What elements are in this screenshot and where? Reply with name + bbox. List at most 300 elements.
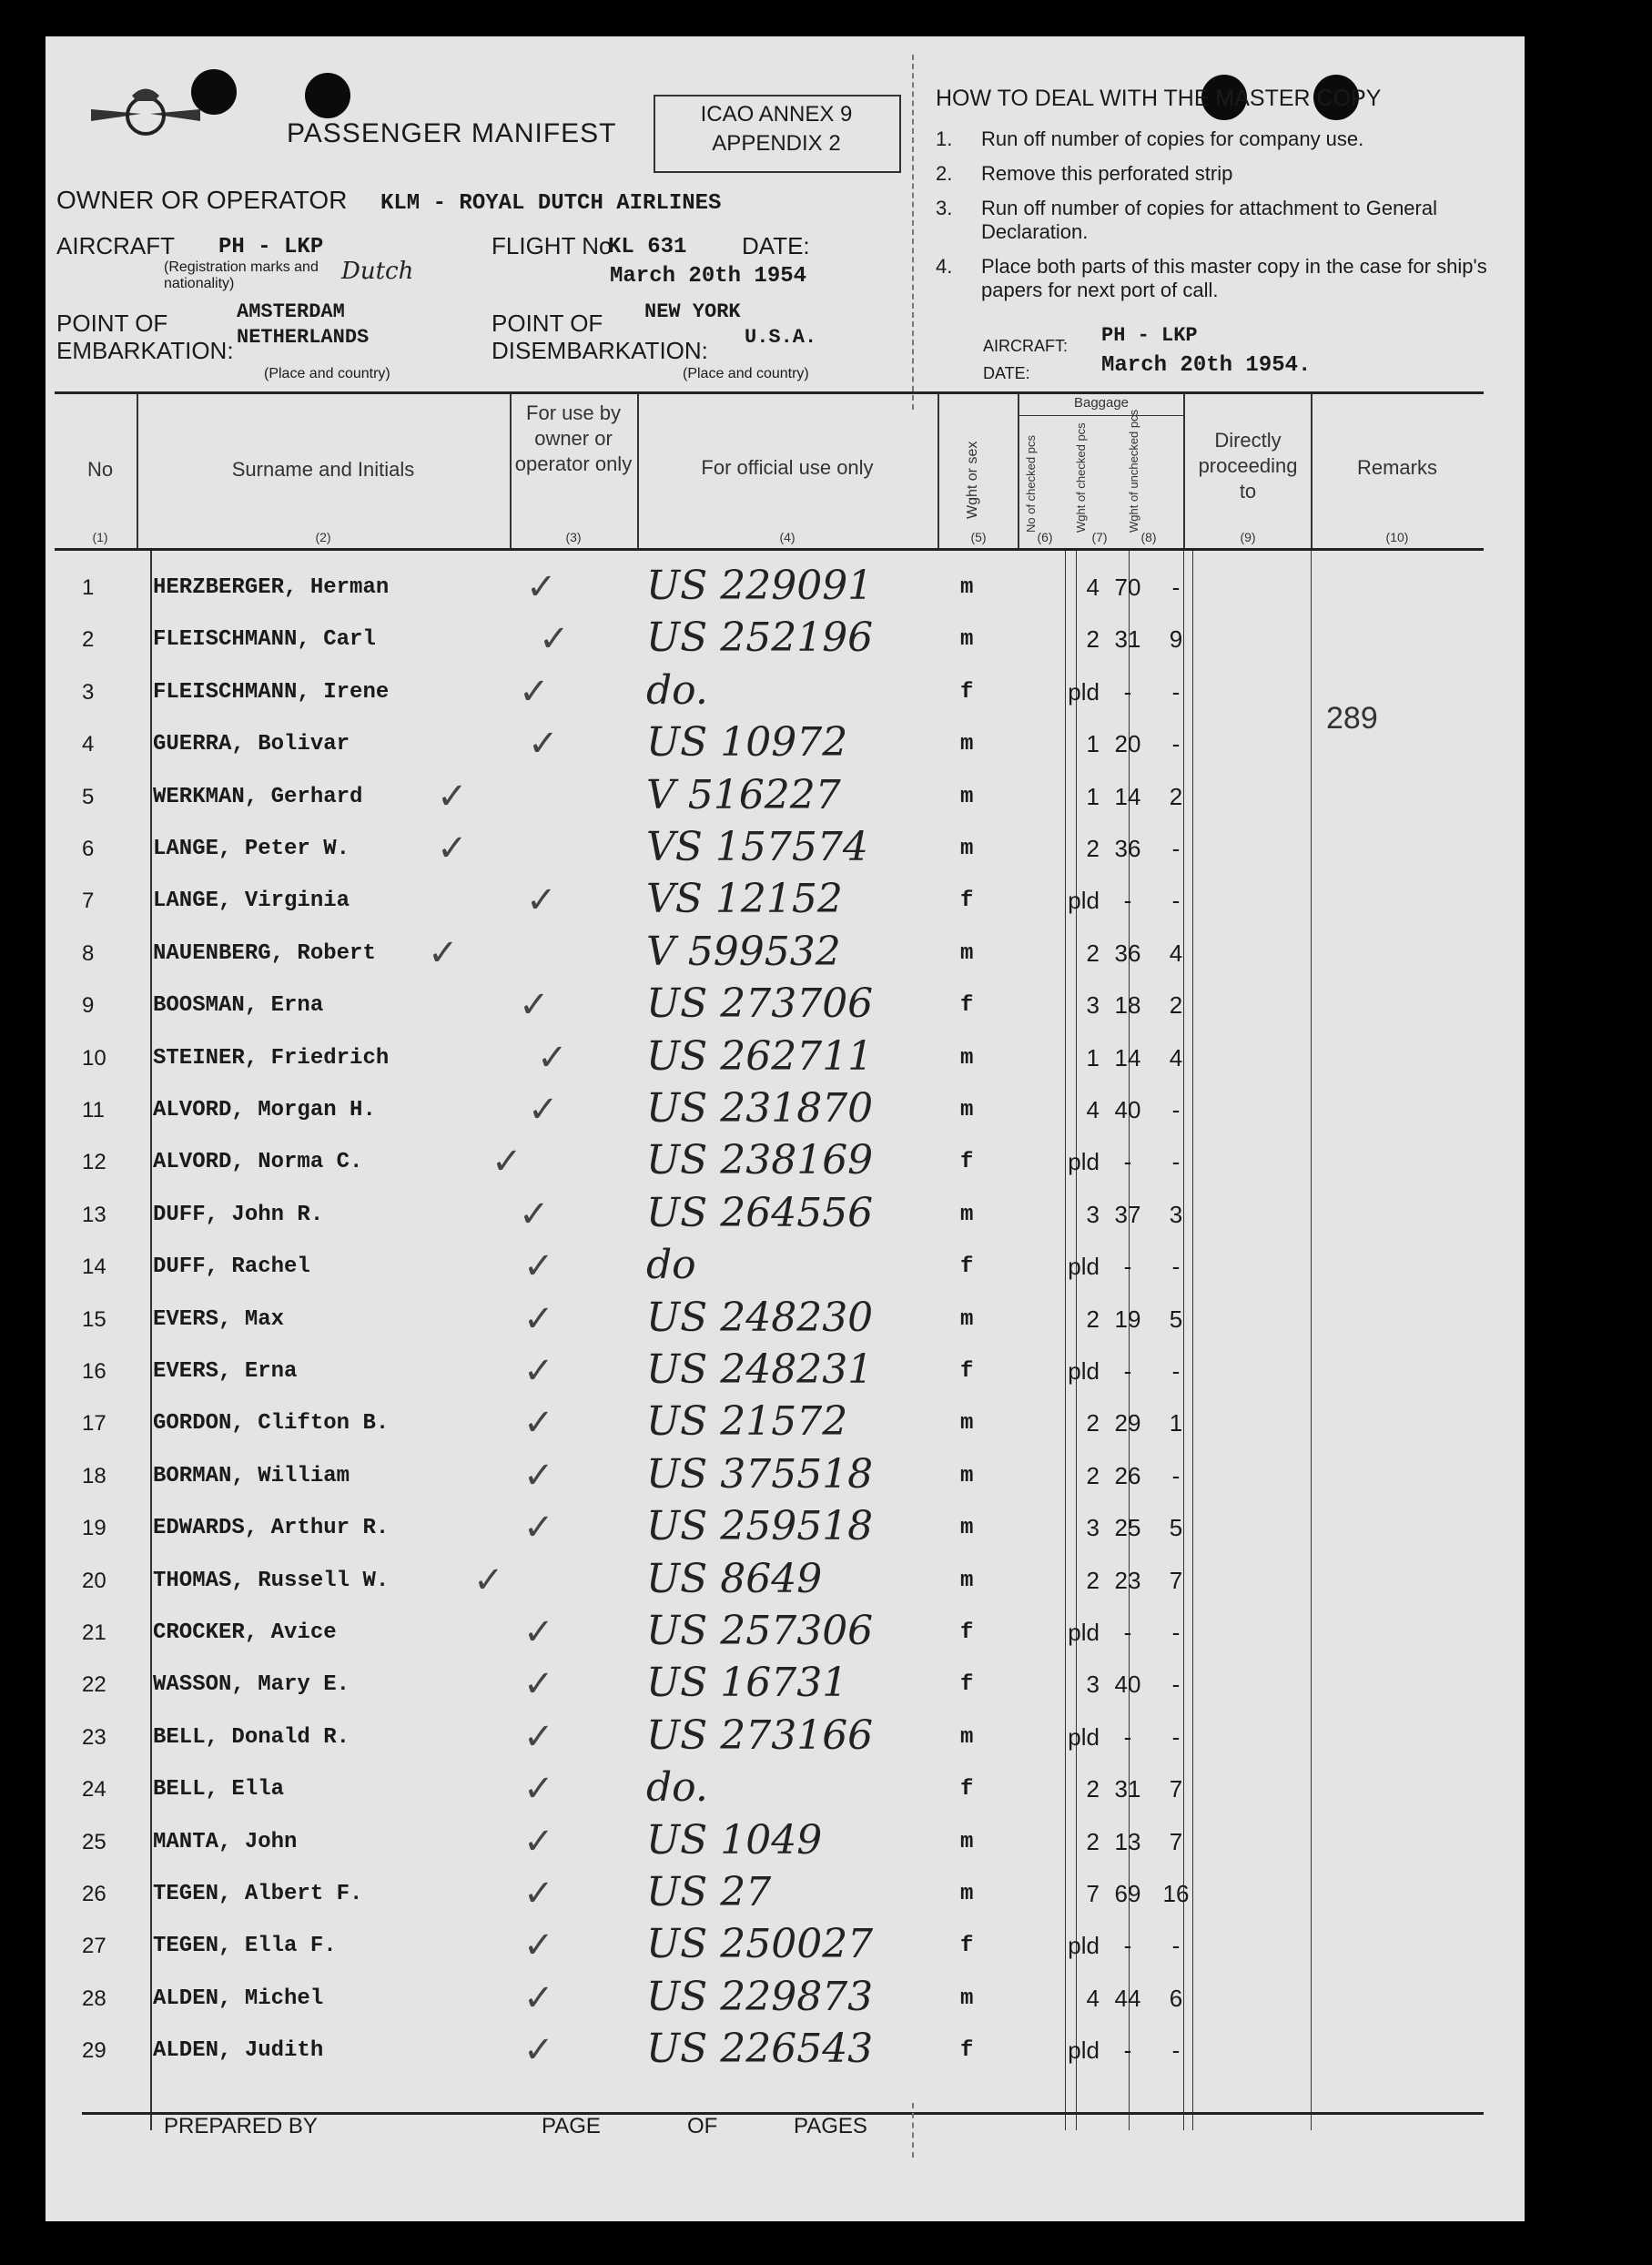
perforation-line — [912, 2103, 914, 2158]
table-row — [46, 1032, 1525, 1087]
passenger-sex: m — [960, 575, 974, 600]
table-row — [46, 826, 1525, 878]
column-divider — [510, 393, 512, 548]
baggage-pieces: 2 — [1086, 939, 1100, 967]
check-mark-icon: ✓ — [492, 1142, 522, 1183]
passenger-sex: f — [960, 889, 974, 914]
official-use-entry: VS 157574 — [646, 824, 868, 870]
instructions-list — [936, 127, 1509, 302]
embark-note: (Place and country) — [264, 366, 390, 381]
passenger-name: BELL, Ella — [153, 1777, 285, 1803]
passenger-name: GORDON, Clifton B. — [153, 1411, 390, 1437]
unchecked-weight: 1 — [1169, 1409, 1183, 1437]
table-row — [46, 1871, 1525, 1923]
col-header-no: No — [86, 458, 114, 481]
unchecked-weight: 5 — [1169, 1305, 1183, 1333]
table-row — [46, 1610, 1525, 1661]
official-use-entry: US 248231 — [646, 1346, 874, 1393]
official-use-entry: US 250027 — [646, 1921, 874, 1968]
official-use-entry: US 375518 — [646, 1450, 874, 1498]
official-use-entry: US 252196 — [646, 614, 874, 662]
baggage-pieces: 1 — [1086, 730, 1100, 758]
passenger-name: EDWARDS, Arthur R. — [153, 1516, 390, 1541]
passenger-number: 26 — [82, 1882, 106, 1906]
official-use-entry: US 257306 — [646, 1608, 874, 1654]
passenger-name: DUFF, Rachel — [153, 1254, 310, 1280]
baggage-weight: 23 — [1114, 1566, 1141, 1594]
of-label: OF — [687, 2114, 718, 2138]
passenger-sex: m — [960, 1306, 974, 1332]
official-use-entry: US 21572 — [646, 1398, 848, 1446]
check-mark-icon: ✓ — [523, 1612, 554, 1652]
official-use-entry: do. — [646, 1764, 708, 1812]
col-header-bag-weight: Wght of checked pcs — [1074, 422, 1088, 533]
baggage-weight: 20 — [1114, 730, 1141, 758]
check-mark-icon: ✓ — [523, 1874, 554, 1914]
baggage-pieces: 2 — [1086, 1409, 1100, 1437]
check-mark-icon: ✓ — [523, 1246, 554, 1287]
check-mark-icon: ✓ — [473, 1559, 504, 1600]
passenger-number: 3 — [82, 679, 95, 705]
check-mark-icon: ✓ — [539, 619, 570, 660]
col-number: (6) — [1037, 530, 1053, 544]
baggage-pieces: pld — [1068, 1148, 1100, 1176]
unchecked-weight: - — [1171, 1096, 1181, 1123]
passenger-number: 22 — [82, 1672, 106, 1698]
passenger-sex: f — [960, 1620, 974, 1645]
passenger-sex: m — [960, 1724, 974, 1750]
col-number: (1) — [92, 530, 108, 544]
baggage-pieces: 3 — [1086, 991, 1100, 1020]
check-mark-icon: ✓ — [537, 1037, 568, 1078]
baggage-weight: 25 — [1114, 1514, 1141, 1542]
passenger-number: 10 — [82, 1045, 106, 1071]
passenger-name: TEGEN, Ella F. — [153, 1934, 337, 1959]
table-row — [46, 616, 1525, 668]
passenger-name: ALDEN, Michel — [153, 1986, 324, 2011]
registration-note: (Registration marks and nationality) — [164, 259, 319, 291]
passenger-number: 2 — [82, 627, 95, 653]
unchecked-weight: - — [1171, 1722, 1181, 1751]
official-use-entry: V 516227 — [646, 771, 841, 818]
owner-value: KLM - ROYAL DUTCH AIRLINES — [380, 191, 722, 216]
passenger-number: 17 — [82, 1411, 106, 1437]
col-number: (5) — [970, 530, 987, 544]
table-row — [46, 666, 1525, 721]
embark-value-1: AMSTERDAM — [237, 300, 345, 323]
table-top-line — [55, 391, 1484, 394]
baggage-weight: - — [1123, 1932, 1132, 1960]
col-number: (9) — [1240, 530, 1256, 544]
official-use-entry: US 259518 — [646, 1503, 874, 1550]
passenger-sex: f — [960, 1150, 974, 1175]
passenger-name: WASSON, Mary E. — [153, 1672, 350, 1698]
baggage-underline — [1019, 415, 1183, 416]
passenger-name: LANGE, Virginia — [153, 889, 350, 914]
baggage-weight: - — [1123, 1357, 1132, 1385]
instruction-text: Place both parts of this master copy in the case for ship's papers for next port of call. — [981, 255, 1487, 301]
official-use-entry: US 16731 — [646, 1660, 848, 1707]
check-mark-icon: ✓ — [528, 1090, 559, 1130]
passenger-number: 25 — [82, 1829, 106, 1854]
date-value: March 20th 1954 — [610, 264, 807, 289]
passenger-number: 8 — [82, 940, 95, 966]
official-use-entry: US 226543 — [646, 2026, 874, 2073]
unchecked-weight: 2 — [1169, 782, 1183, 810]
check-mark-icon: ✓ — [428, 932, 459, 973]
official-use-entry: VS 12152 — [646, 876, 843, 923]
aircraft-label: AIRCRAFT — [56, 232, 175, 259]
unchecked-weight: - — [1171, 835, 1181, 862]
official-use-entry: US 248230 — [646, 1294, 874, 1341]
unchecked-weight: 7 — [1169, 1775, 1183, 1803]
passenger-sex: f — [960, 1672, 974, 1698]
passenger-number: 13 — [82, 1202, 106, 1227]
table-row — [46, 930, 1525, 982]
unchecked-weight: - — [1171, 1619, 1181, 1646]
col-header-bag-no: No of checked pcs — [1024, 435, 1038, 533]
check-mark-icon: ✓ — [523, 1455, 554, 1496]
col-header-official: For official use only — [701, 456, 874, 479]
baggage-weight: 14 — [1114, 782, 1141, 810]
passenger-table — [46, 564, 1525, 2130]
passenger-sex: m — [960, 1882, 974, 1906]
unchecked-weight: - — [1171, 1461, 1181, 1489]
check-mark-icon: ✓ — [523, 1298, 554, 1339]
instruction-number: 4. — [936, 255, 953, 278]
instruction-text: Remove this perforated strip — [981, 162, 1233, 185]
unchecked-weight: - — [1171, 1932, 1181, 1960]
check-mark-icon: ✓ — [523, 1664, 554, 1705]
baggage-weight: - — [1123, 1148, 1132, 1176]
instructions-aircraft-value: PH - LKP — [1101, 324, 1198, 347]
baggage-pieces: 2 — [1086, 835, 1100, 862]
instructions-aircraft-label: AIRCRAFT: — [983, 337, 1069, 355]
passenger-number: 19 — [82, 1516, 106, 1541]
passenger-sex: m — [960, 1829, 974, 1854]
table-row — [46, 878, 1525, 929]
passenger-sex: m — [960, 1098, 974, 1122]
official-use-entry: US 229873 — [646, 1973, 874, 2020]
aircraft-value: PH - LKP — [218, 235, 324, 259]
table-header-line — [55, 548, 1484, 551]
passenger-sex: m — [960, 1568, 974, 1593]
unchecked-weight: 2 — [1169, 991, 1183, 1020]
check-mark-icon: ✓ — [526, 567, 557, 607]
column-divider — [1311, 393, 1312, 548]
check-mark-icon: ✓ — [519, 1193, 550, 1234]
baggage-pieces: 2 — [1086, 1461, 1100, 1489]
passenger-number: 15 — [82, 1306, 106, 1332]
check-mark-icon: ✓ — [523, 1977, 554, 2018]
passenger-sex: f — [960, 1777, 974, 1803]
table-row — [46, 1555, 1525, 1610]
passenger-name: CROCKER, Avice — [153, 1620, 337, 1645]
passenger-number: 18 — [82, 1463, 106, 1488]
flight-label: FLIGHT No — [492, 232, 613, 259]
passenger-name: STEINER, Friedrich — [153, 1045, 390, 1071]
baggage-weight: 40 — [1114, 1096, 1141, 1123]
embark-value-2: NETHERLANDS — [237, 326, 370, 349]
passenger-sex: m — [960, 732, 974, 757]
instructions-title: HOW TO DEAL WITH THE MASTER COPY — [936, 86, 1382, 111]
check-mark-icon: ✓ — [526, 880, 557, 921]
baggage-weight: - — [1123, 1619, 1132, 1646]
baggage-pieces: pld — [1068, 2036, 1100, 2065]
passenger-number: 4 — [82, 732, 95, 757]
table-row — [46, 1711, 1525, 1766]
baggage-pieces: 2 — [1086, 1775, 1100, 1803]
unchecked-weight: - — [1171, 1253, 1181, 1281]
unchecked-weight: - — [1171, 2036, 1181, 2065]
col-number: (7) — [1091, 530, 1108, 544]
table-row — [46, 564, 1525, 616]
baggage-weight: 40 — [1114, 1671, 1141, 1699]
check-mark-icon: ✓ — [523, 1925, 554, 1966]
official-use-entry: US 273706 — [646, 980, 874, 1028]
col-header-directly: Directly proceeding to — [1198, 429, 1298, 503]
unchecked-weight: 7 — [1169, 1827, 1183, 1855]
passenger-name: NAUENBERG, Robert — [153, 940, 376, 966]
baggage-weight: 69 — [1114, 1880, 1141, 1907]
passenger-number: 6 — [82, 837, 95, 861]
instructions-date-label: DATE: — [983, 364, 1030, 382]
unchecked-weight: 16 — [1162, 1880, 1190, 1907]
passenger-name: TEGEN, Albert F. — [153, 1882, 363, 1906]
check-mark-icon: ✓ — [523, 1821, 554, 1862]
baggage-pieces: 3 — [1086, 1200, 1100, 1228]
flight-value: KL 631 — [608, 235, 687, 259]
passenger-name: GUERRA, Bolivar — [153, 732, 350, 757]
passenger-number: 27 — [82, 1934, 106, 1959]
baggage-pieces: 2 — [1086, 1305, 1100, 1333]
instruction-number: 1. — [936, 127, 953, 150]
official-use-entry: US 264556 — [646, 1189, 874, 1236]
passenger-number: 21 — [82, 1620, 106, 1645]
unchecked-weight: 9 — [1169, 625, 1183, 654]
table-row — [46, 1450, 1525, 1505]
unchecked-weight: - — [1171, 887, 1181, 915]
baggage-pieces: 2 — [1086, 625, 1100, 654]
passenger-sex: m — [960, 627, 974, 653]
check-mark-icon: ✓ — [523, 2030, 554, 2071]
passenger-sex: m — [960, 1986, 974, 2011]
baggage-weight: 19 — [1114, 1305, 1141, 1333]
nationality-handwritten: Dutch — [341, 258, 414, 285]
official-use-entry: US 262711 — [646, 1032, 874, 1080]
baggage-pieces: pld — [1068, 1722, 1100, 1751]
baggage-pieces: pld — [1068, 677, 1100, 706]
passenger-sex: m — [960, 1516, 974, 1541]
passenger-name: LANGE, Peter W. — [153, 837, 350, 861]
passenger-name: HERZBERGER, Herman — [153, 575, 390, 600]
remarks-number: 289 — [1326, 701, 1378, 736]
passenger-name: FLEISCHMANN, Carl — [153, 627, 376, 653]
baggage-weight: - — [1123, 2036, 1132, 2065]
col-number: (3) — [565, 530, 582, 544]
passenger-number: 29 — [82, 2038, 106, 2064]
check-mark-icon: ✓ — [523, 1351, 554, 1391]
check-mark-icon: ✓ — [523, 1716, 554, 1757]
owner-label: OWNER OR OPERATOR — [56, 186, 348, 214]
baggage-pieces: 4 — [1086, 1096, 1100, 1123]
table-row — [46, 1816, 1525, 1871]
disembark-value-2: U.S.A. — [745, 326, 817, 349]
table-row — [46, 1139, 1525, 1191]
unchecked-weight: - — [1171, 730, 1181, 758]
official-use-entry: US 8649 — [646, 1555, 823, 1602]
table-row — [46, 1244, 1525, 1295]
passenger-sex: f — [960, 1359, 974, 1384]
official-use-entry: US 231870 — [646, 1085, 874, 1132]
passenger-name: BORMAN, William — [153, 1463, 350, 1488]
passenger-number: 9 — [82, 993, 95, 1019]
baggage-pieces: 7 — [1086, 1880, 1100, 1907]
annex-line-1: ICAO ANNEX 9 — [700, 102, 853, 127]
col-number: (2) — [315, 530, 331, 544]
page-label: PAGE — [542, 2114, 601, 2138]
passenger-sex: f — [960, 993, 974, 1019]
table-row — [46, 1766, 1525, 1818]
table-row — [46, 721, 1525, 773]
passenger-name: BOOSMAN, Erna — [153, 993, 324, 1019]
passenger-number: 14 — [82, 1254, 106, 1280]
check-mark-icon: ✓ — [523, 1769, 554, 1810]
instructions-date-value: March 20th 1954. — [1101, 353, 1312, 378]
baggage-pieces: 3 — [1086, 1514, 1100, 1542]
official-use-entry: US 27 — [646, 1869, 772, 1915]
perforation-line — [912, 55, 914, 410]
baggage-pieces: 2 — [1086, 1827, 1100, 1855]
klm-wings-logo-icon — [86, 77, 205, 150]
column-divider — [1018, 393, 1019, 548]
passenger-number: 16 — [82, 1359, 106, 1384]
official-use-entry: do. — [646, 666, 708, 714]
baggage-weight: 13 — [1114, 1827, 1141, 1855]
baggage-weight: 70 — [1114, 574, 1141, 601]
passenger-name: MANTA, John — [153, 1829, 298, 1854]
official-use-entry: US 10972 — [646, 719, 848, 767]
table-row — [46, 1400, 1525, 1452]
embark-label-1: POINT OF — [56, 310, 168, 337]
baggage-pieces: pld — [1068, 1253, 1100, 1281]
check-mark-icon: ✓ — [437, 828, 468, 868]
official-use-entry: V 599532 — [646, 928, 841, 975]
baggage-pieces: pld — [1068, 1619, 1100, 1646]
table-row — [46, 1661, 1525, 1713]
baggage-pieces: 4 — [1086, 574, 1100, 601]
passenger-sex: m — [960, 1463, 974, 1488]
check-mark-icon: ✓ — [519, 671, 550, 712]
passenger-sex: f — [960, 1254, 974, 1280]
unchecked-weight: - — [1171, 574, 1181, 601]
baggage-weight: 31 — [1114, 1775, 1141, 1803]
baggage-pieces: 3 — [1086, 1671, 1100, 1699]
baggage-weight: 36 — [1114, 835, 1141, 862]
column-divider — [137, 393, 138, 548]
instruction-text: Run off number of copies for attachment to General Declaration. — [981, 197, 1437, 243]
date-label: DATE: — [742, 232, 810, 259]
passenger-name: EVERS, Erna — [153, 1359, 298, 1384]
unchecked-weight: - — [1171, 1148, 1181, 1176]
passenger-name: BELL, Donald R. — [153, 1724, 350, 1750]
table-row — [46, 1087, 1525, 1139]
pages-label: PAGES — [794, 2114, 867, 2138]
passenger-name: WERKMAN, Gerhard — [153, 784, 363, 809]
baggage-weight: 31 — [1114, 625, 1141, 654]
disembark-label-2: DISEMBARKATION: — [492, 337, 708, 364]
prepared-by-label: PREPARED BY — [164, 2114, 318, 2138]
passenger-number: 11 — [82, 1098, 105, 1122]
disembark-value-1: NEW YORK — [644, 300, 741, 323]
passenger-number: 7 — [82, 889, 95, 914]
col-header-bag-unchecked: Wght of unchecked pcs — [1127, 409, 1140, 533]
unchecked-weight: - — [1171, 677, 1181, 706]
baggage-pieces: 4 — [1086, 1984, 1100, 2012]
baggage-pieces: pld — [1068, 1357, 1100, 1385]
check-mark-icon: ✓ — [437, 776, 468, 817]
baggage-weight: 37 — [1114, 1200, 1141, 1228]
column-divider — [937, 393, 939, 548]
passenger-number: 28 — [82, 1986, 106, 2011]
passenger-sex: m — [960, 1045, 974, 1071]
passenger-sex: f — [960, 1934, 974, 1959]
embark-label-2: EMBARKATION: — [56, 337, 234, 364]
table-row — [46, 1973, 1525, 2027]
passenger-name: THOMAS, Russell W. — [153, 1568, 390, 1593]
official-use-entry: do — [646, 1242, 696, 1289]
unchecked-weight: 4 — [1169, 939, 1183, 967]
table-row — [46, 1505, 1525, 1557]
table-row — [46, 771, 1525, 826]
passenger-name: DUFF, John R. — [153, 1202, 324, 1227]
unchecked-weight: 4 — [1169, 1043, 1183, 1072]
annex-line-2: APPENDIX 2 — [712, 131, 841, 156]
unchecked-weight: 5 — [1169, 1514, 1183, 1542]
passenger-number: 20 — [82, 1568, 106, 1593]
baggage-pieces: 1 — [1086, 782, 1100, 810]
passenger-number: 12 — [82, 1150, 106, 1175]
baggage-weight: 29 — [1114, 1409, 1141, 1437]
disembark-note: (Place and country) — [683, 366, 809, 381]
baggage-weight: 44 — [1114, 1984, 1141, 2012]
disembark-label-1: POINT OF — [492, 310, 603, 337]
manifest-page — [46, 36, 1525, 2221]
check-mark-icon: ✓ — [519, 985, 550, 1026]
passenger-name: ALVORD, Morgan H. — [153, 1098, 376, 1122]
baggage-pieces: 2 — [1086, 1566, 1100, 1594]
unchecked-weight: 7 — [1169, 1566, 1183, 1594]
passenger-name: ALVORD, Norma C. — [153, 1150, 363, 1175]
baggage-weight: - — [1123, 677, 1132, 706]
baggage-pieces: pld — [1068, 887, 1100, 915]
table-row — [46, 2027, 1525, 2079]
baggage-pieces: 1 — [1086, 1043, 1100, 1072]
column-divider — [637, 393, 639, 548]
instruction-text: Run off number of copies for company use. — [981, 127, 1364, 150]
passenger-sex: m — [960, 1411, 974, 1437]
passenger-number: 23 — [82, 1724, 106, 1750]
baggage-pieces: pld — [1068, 1932, 1100, 1960]
instruction-number: 3. — [936, 197, 953, 219]
col-number: (8) — [1140, 530, 1157, 544]
col-header-owner-use: For use by owner or operator only — [514, 401, 633, 475]
unchecked-weight: - — [1171, 1357, 1181, 1385]
col-number: (10) — [1385, 530, 1409, 544]
col-header-surname: Surname and Initials — [231, 458, 415, 481]
table-row — [46, 982, 1525, 1034]
passenger-sex: f — [960, 2038, 974, 2064]
